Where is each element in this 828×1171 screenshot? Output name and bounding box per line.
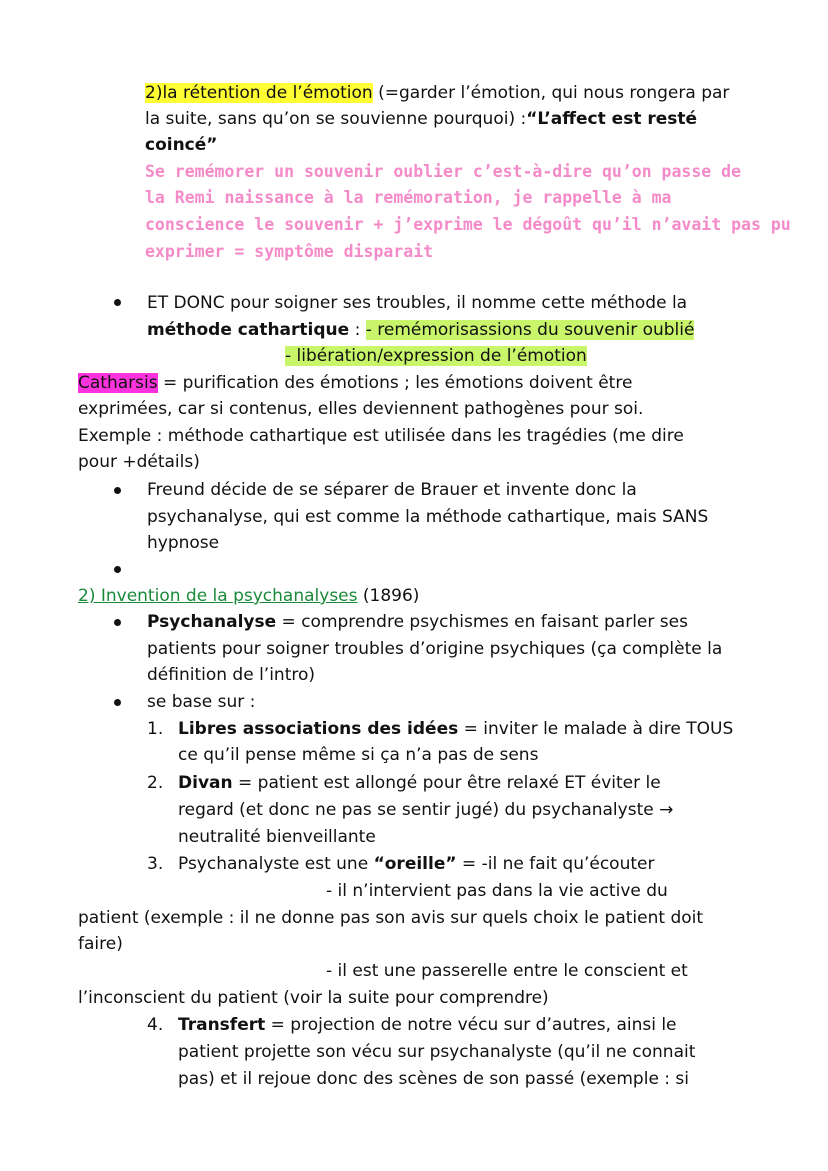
- bullet-icon: [114, 619, 121, 626]
- freund-line: Freund décide de se séparer de Brauer et invente donc la: [147, 480, 637, 500]
- cathartic-line-2: méthode cathartique : - remémorisassions du souvenir oublié: [147, 320, 695, 340]
- cathartic-term: méthode cathartique: [147, 320, 350, 340]
- bullet-icon: [114, 699, 121, 706]
- affect-quote: “L’affect est resté: [526, 109, 698, 129]
- pink-note-line: Se remémorer un souvenir oublier c’est-à-dire qu’on passe de: [145, 162, 742, 181]
- retention-label: 2)la rétention de l’émotion: [145, 83, 373, 103]
- oreille-sub-line: patient (exemple : il ne donne pas son avis sur quels choix le patient doit: [78, 908, 704, 928]
- list-item-cont: ce qu’il pense même si ça n’a pas de sens: [178, 745, 539, 765]
- catharsis-line-1: Catharsis = purification des émotions ; les émotions doivent être: [78, 373, 633, 393]
- catharsis-line: pour +détails): [78, 452, 200, 472]
- list-item-cont: pas) et il rejoue donc des scènes de son passé (exemple : si: [178, 1069, 690, 1089]
- retention-line-3: coincé”: [145, 135, 218, 155]
- bullet-icon: [114, 299, 121, 306]
- list-item-3: Psychanalyste est une “oreille” = -il ne fait qu’écouter: [178, 854, 655, 874]
- psy-line-1: Psychanalyse = comprendre psychismes en faisant parler ses: [147, 612, 688, 632]
- catharsis-term: Catharsis: [78, 373, 158, 393]
- oreille-sub-line: faire): [78, 934, 123, 954]
- free-association-term: Libres associations des idées: [178, 719, 459, 739]
- list-item-2: Divan = patient est allongé pour être relaxé ET éviter le: [178, 773, 661, 793]
- list-item-cont: regard (et donc ne pas se sentir jugé) du psychanalyste →: [178, 800, 674, 820]
- psy-term: Psychanalyse: [147, 612, 277, 632]
- pink-note-line: exprimer = symptôme disparait: [145, 242, 434, 261]
- invention-heading: 2) Invention de la psychanalyses: [78, 586, 358, 606]
- list-number: 1.: [147, 719, 164, 739]
- bullet-icon: [114, 487, 121, 494]
- transfert-term: Transfert: [178, 1015, 266, 1035]
- list-item-cont: neutralité bienveillante: [178, 827, 376, 847]
- bullet-icon: [114, 566, 121, 573]
- pink-note-line: la Remi naissance à la remémoration, je rappelle à ma: [145, 188, 672, 207]
- list-item-1: Libres associations des idées = inviter le malade à dire TOUS: [178, 719, 734, 739]
- oreille-sub-line: l’inconscient du patient (voir la suite pour comprendre): [78, 988, 549, 1008]
- retention-line-1: 2)la rétention de l’émotion (=garder l’émotion, qui nous rongera par: [145, 83, 730, 103]
- list-item-4: Transfert = projection de notre vécu sur d’autres, ainsi le: [178, 1015, 677, 1035]
- base-line: se base sur :: [147, 692, 256, 712]
- list-number: 4.: [147, 1015, 164, 1035]
- catharsis-line: exprimées, car si contenus, elles deviennent pathogènes pour soi.: [78, 399, 644, 419]
- retention-line-2: la suite, sans qu’on se souvienne pourquoi) :“L’affect est resté: [145, 109, 698, 129]
- invention-heading-line: 2) Invention de la psychanalyses (1896): [78, 586, 420, 606]
- pink-note-line: conscience le souvenir + j’exprime le dégoût qu’il n’avait pas pu: [145, 215, 791, 234]
- freund-line: psychanalyse, qui est comme la méthode cathartique, mais SANS: [147, 507, 709, 527]
- divan-term: Divan: [178, 773, 233, 793]
- cathartic-line-1: ET DONC pour soigner ses troubles, il nomme cette méthode la: [147, 293, 688, 313]
- list-number: 3.: [147, 854, 164, 874]
- list-number: 2.: [147, 773, 164, 793]
- catharsis-line: Exemple : méthode cathartique est utilisée dans les tragédies (me dire: [78, 426, 684, 446]
- cathartic-line-3: [285, 343, 587, 369]
- psy-line: définition de l’intro): [147, 665, 316, 685]
- oreille-term: “oreille”: [373, 854, 457, 874]
- cathartic-item-2: - libération/expression de l’émotion: [285, 346, 587, 366]
- psy-line: patients pour soigner troubles d’origine psychiques (ça complète la: [147, 639, 723, 659]
- oreille-sub-line: - il est une passerelle entre le conscient et: [326, 961, 688, 981]
- oreille-sub-line: - il n’intervient pas dans la vie active du: [326, 881, 668, 901]
- freund-line: hypnose: [147, 533, 220, 553]
- cathartic-item-1: - remémorisassions du souvenir oublié: [365, 320, 695, 340]
- list-item-cont: patient projette son vécu sur psychanalyste (qu’il ne connait: [178, 1042, 696, 1062]
